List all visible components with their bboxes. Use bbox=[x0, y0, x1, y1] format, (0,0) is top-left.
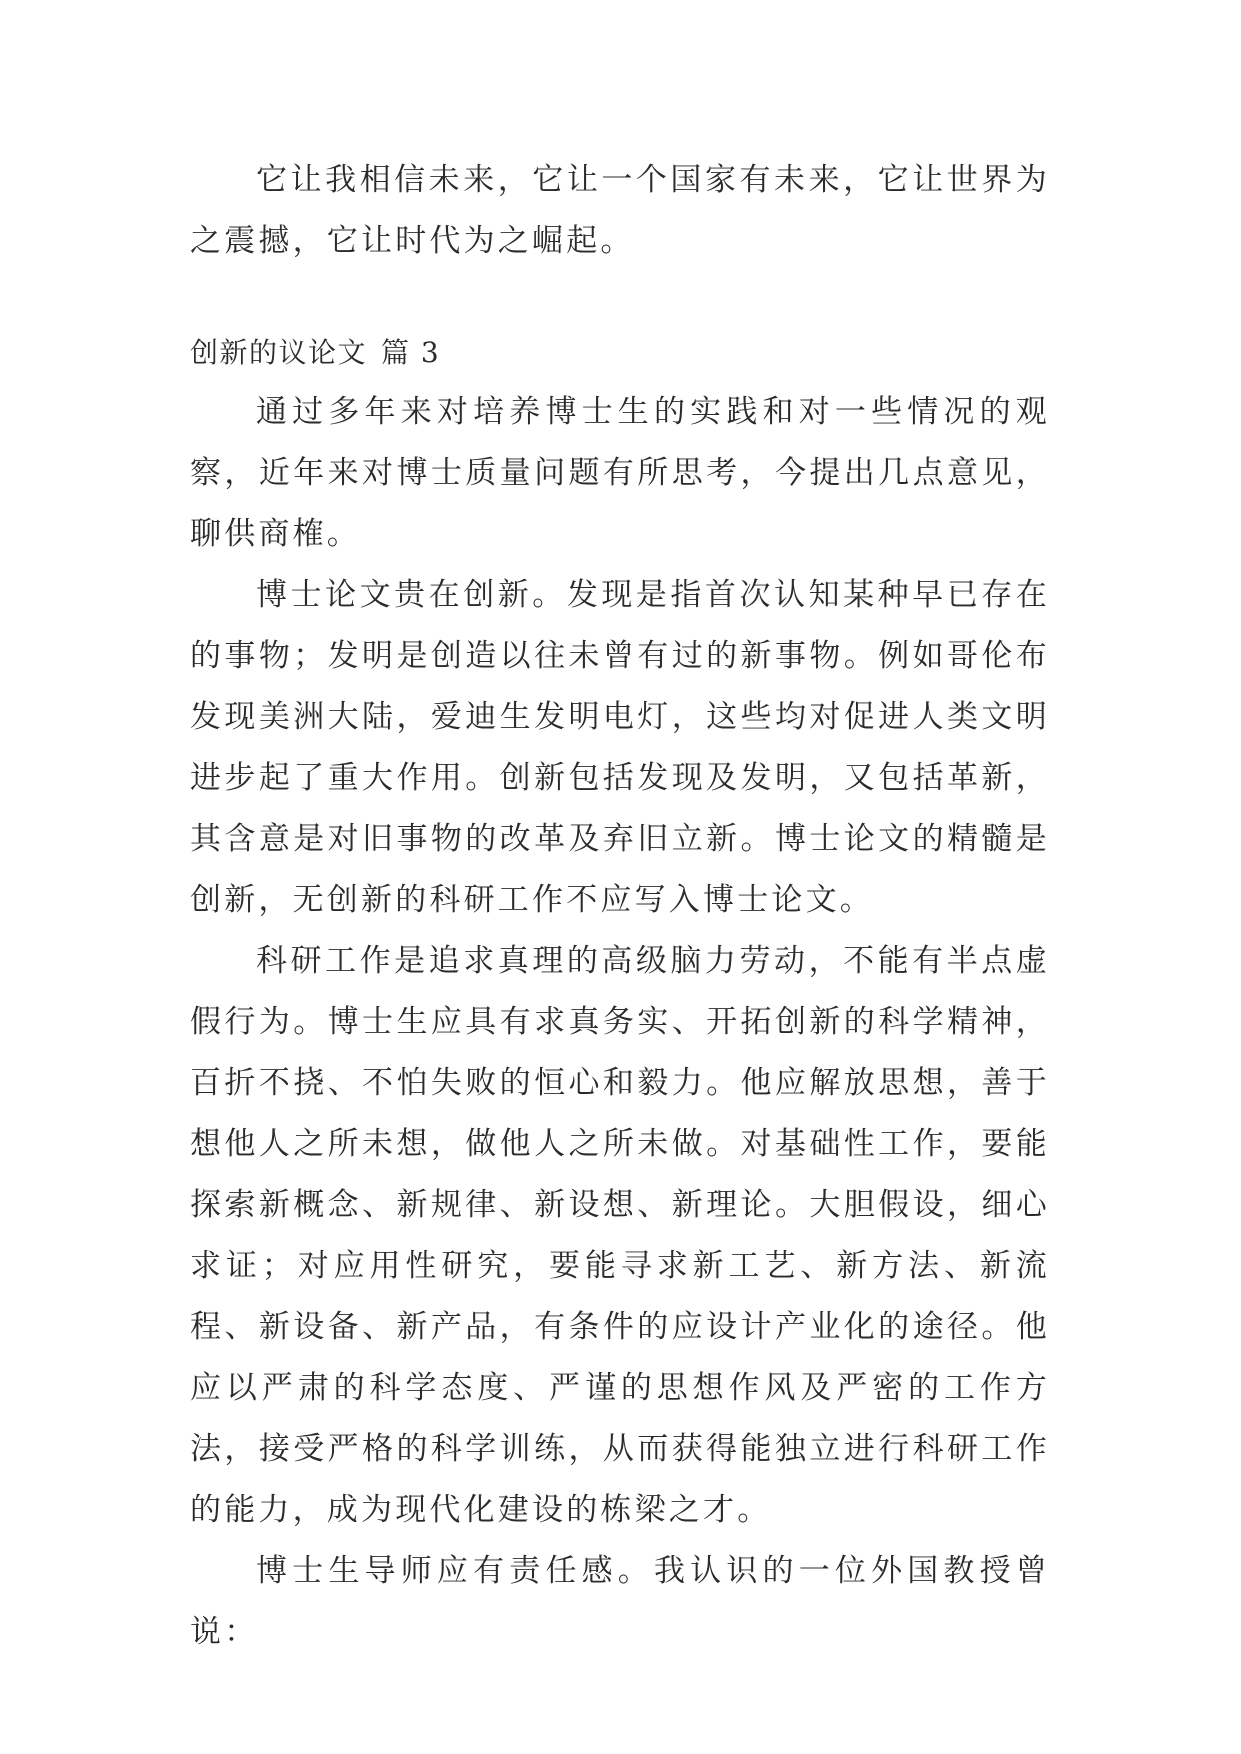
section-heading bbox=[190, 324, 1050, 382]
body-paragraph-4: 博士生导师应有责任感。我认识的一位外国教授曾说： bbox=[190, 1553, 1050, 1650]
intro-paragraph: 它让我相信未来，它让一个国家有未来，它让世界为之震撼，它让时代为之崛起。 bbox=[190, 162, 1050, 259]
body-paragraph-1: 通过多年来对培养博士生的实践和对一些情况的观察，近年来对博士质量问题有所思考，今提出几点意见，聊供商榷。 bbox=[190, 394, 1050, 552]
body-paragraph-2: 博士论文贵在创新。发现是指首次认知某种早已存在的事物；发明是创造以往未曾有过的新事物。例如哥伦布发现美洲大陆，爱迪生发明电灯，这些均对促进人类文明进步起了重大作用。创新包括发现及发明，又包括革新，其含意是对旧事物的改革及弃旧立新。博士论文的精髓是创新，无创新的科研工作不应写入博士论文。 bbox=[190, 577, 1050, 918]
section-title: 创新的议论文 bbox=[190, 336, 368, 369]
section-number: 篇 3 bbox=[381, 336, 441, 369]
document-page bbox=[190, 150, 1050, 1663]
body-paragraph-3: 科研工作是追求真理的高级脑力劳动，不能有半点虚假行为。博士生应具有求真务实、开拓创新的科学精神，百折不挠、不怕失败的恒心和毅力。他应解放思想，善于想他人之所未想，做他人之所未做。对基础性工作，要能探索新概念、新规律、新设想、新理论。大胆假设，细心求证；对应用性研究，要能寻求新工艺、新方法、新流程、新设备、新产品，有条件的应设计产业化的途径。他应以严肃的科学态度、严谨的思想作风及严密的工作方法，接受严格的科学训练，从而获得能独立进行科研工作的能力，成为现代化建设的栋梁之才。 bbox=[190, 943, 1050, 1528]
